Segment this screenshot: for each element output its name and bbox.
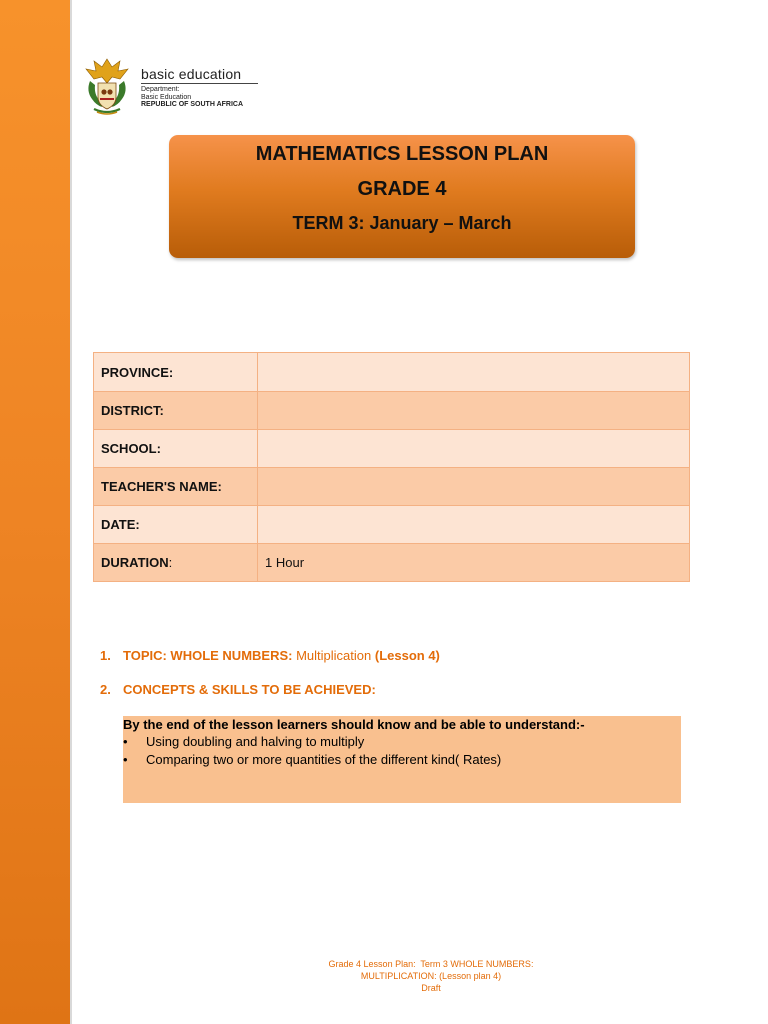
skills-box [123, 716, 681, 803]
logo-title: basic education [141, 66, 242, 82]
topic-label: TOPIC: WHOLE NUMBERS: [123, 648, 293, 663]
school-label: SCHOOL: [94, 430, 258, 468]
table-row [94, 392, 690, 430]
topic-number: 1. [100, 648, 111, 663]
skills-heading: By the end of the lesson learners should know and be able to understand:- [123, 717, 585, 732]
skill-text: Using doubling and halving to multiply [146, 734, 365, 749]
table-row [94, 468, 690, 506]
duration-label [94, 544, 258, 582]
footer-line-1: Grade 4 Lesson Plan: Term 3 WHOLE NUMBERS: [328, 959, 534, 969]
topic-name: Multiplication [292, 648, 375, 663]
coat-of-arms-icon [82, 55, 132, 115]
list-item [123, 752, 501, 767]
title-box [169, 135, 635, 258]
logo-department-label: Department: [141, 86, 180, 93]
district-value [258, 392, 690, 430]
list-item [123, 734, 364, 749]
footer-line-3: Draft [421, 983, 441, 993]
table-row [94, 430, 690, 468]
concepts-label: CONCEPTS & SKILLS TO BE ACHIEVED: [123, 682, 376, 697]
term-label: TERM 3: January – March [292, 213, 512, 233]
lesson-info-table [93, 352, 690, 582]
teacher-name-value [258, 468, 690, 506]
page-footer [300, 958, 562, 994]
document-title: MATHEMATICS LESSON PLAN [255, 143, 549, 165]
logo-country: REPUBLIC OF SOUTH AFRICA [141, 101, 244, 108]
side-bar [0, 0, 70, 1024]
date-value [258, 506, 690, 544]
table-row [94, 506, 690, 544]
grade-label: GRADE 4 [357, 178, 447, 200]
duration-label-colon: : [168, 555, 173, 570]
date-label: DATE: [94, 506, 258, 544]
table-row [94, 353, 690, 392]
province-value [258, 353, 690, 392]
topic-item [100, 648, 440, 663]
footer-line-2: MULTIPLICATION: (Lesson plan 4) [360, 971, 502, 981]
skill-text: Comparing two or more quantities of the different kind( Rates) [146, 752, 502, 767]
teacher-name-label: TEACHER'S NAME: [94, 468, 258, 506]
concepts-number: 2. [100, 682, 111, 697]
logo-divider [141, 83, 258, 84]
table-row [94, 544, 690, 582]
duration-label-text: DURATION [101, 555, 169, 570]
duration-value: 1 Hour [258, 544, 690, 582]
bullet-icon: • [123, 734, 128, 749]
province-label: PROVINCE: [94, 353, 258, 392]
logo-department-name: Basic Education [141, 94, 192, 101]
concepts-item [100, 682, 376, 697]
school-value [258, 430, 690, 468]
side-bar-shadow [70, 0, 72, 1024]
department-logo [82, 55, 262, 117]
bullet-icon: • [123, 752, 128, 767]
district-label: DISTRICT: [94, 392, 258, 430]
topic-lesson: (Lesson 4) [374, 648, 440, 663]
